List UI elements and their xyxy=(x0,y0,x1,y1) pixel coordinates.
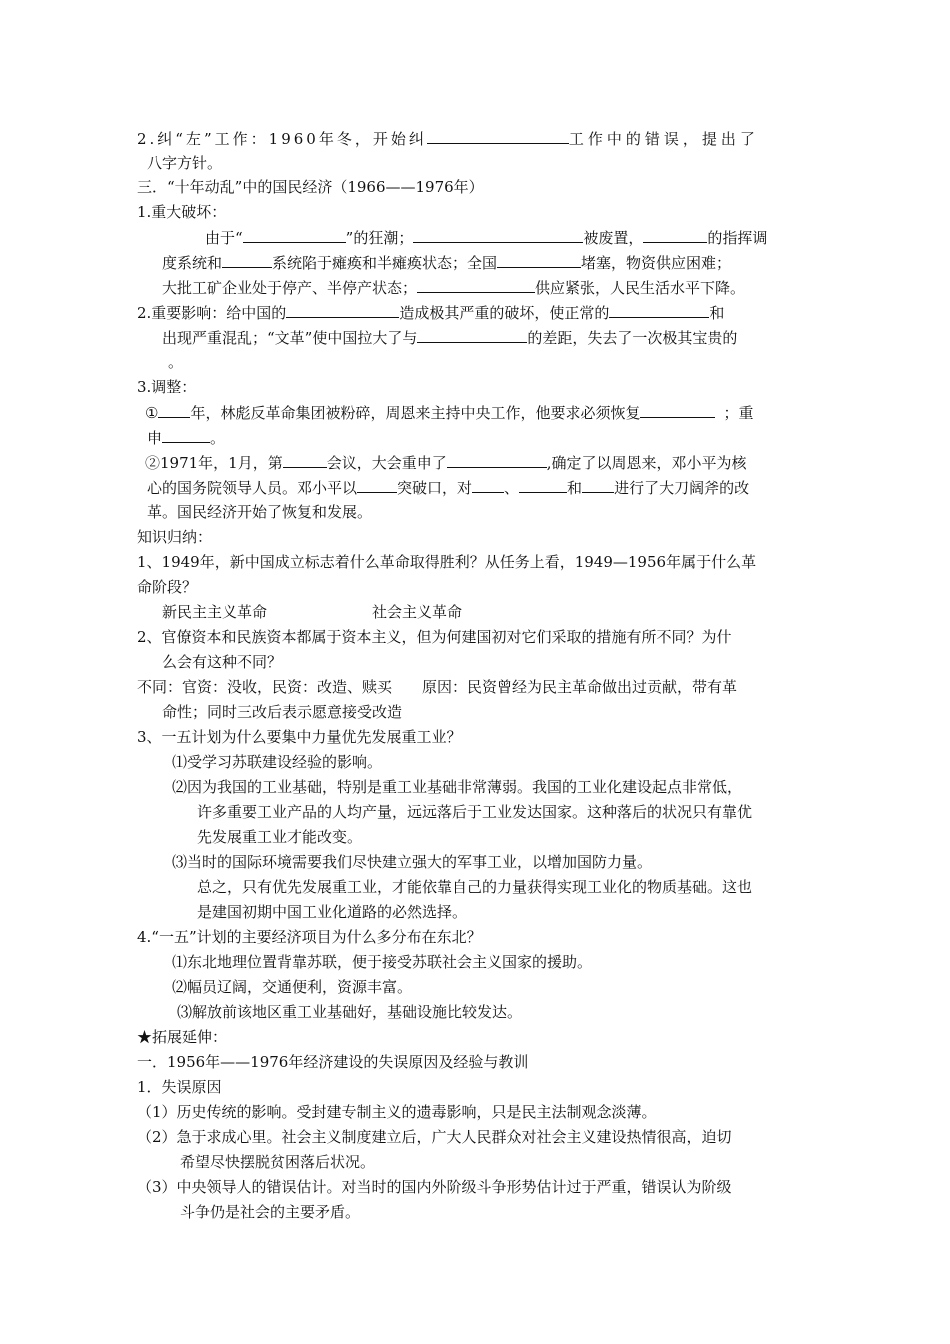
answer-3-summary-line-2: 是建国初期中国工业化道路的必然选择。 xyxy=(197,903,468,921)
answer-1a: 新民主主义革命 xyxy=(162,603,268,621)
question-4: 4.“一五”计划的主要经济项目为什么多分布在东北？ xyxy=(137,928,482,946)
blank xyxy=(357,477,397,493)
impact-line-3: 。 xyxy=(168,353,184,371)
left-correction-line: 2.纠“左”工作：1960年冬，开始纠 工作中的错误，提出了 xyxy=(137,130,759,148)
answer-3-item-2-line-2: 许多重要工业产品的人均产量，远远落后于工业发达国家。这种落后的状况只有靠优 xyxy=(197,803,753,821)
impact-line-2: 出现严重混乱；“文革”使中国拉大了与 的差距，失去了一次极其宝贵的 xyxy=(162,329,738,347)
blank xyxy=(243,227,346,243)
blank xyxy=(222,252,272,268)
damage-line-2: 度系统和 系统陷于瘫痪和半瘫痪状态；全国 堵塞，物资供应困难； xyxy=(162,254,732,272)
answer-2-line-2: 命性；同时三改后表示愿意接受改造 xyxy=(162,703,403,721)
answer-1b: 社会主义革命 xyxy=(372,603,463,621)
adjustment-line-4: 心的国务院领导人员。邓小平以 突破口，对 、 和 进行了大刀阔斧的改 xyxy=(147,479,750,497)
answer-4-item-2: ⑵幅员辽阔，交通便利，资源丰富。 xyxy=(172,978,413,996)
answer-3-item-2-line-3: 先发展重工业才能改变。 xyxy=(197,828,363,846)
answer-2-line-1: 不同：官资：没收，民资：改造、赎买 原因：民资曾经为民主革命做出过贡献，带有革 xyxy=(137,678,738,696)
adjustment-heading: 3.调整： xyxy=(137,378,197,396)
blank xyxy=(162,427,210,443)
answer-3-item-3: ⑶当时的国际环境需要我们尽快建立强大的军事工业，以增加国防力量。 xyxy=(172,853,653,871)
blank xyxy=(582,477,614,493)
answer-3-summary-line-1: 总之，只有优先发展重工业，才能依靠自己的力量获得实现工业化的物质基础。这也 xyxy=(197,878,753,896)
answer-3-item-1: ⑴受学习苏联建设经验的影响。 xyxy=(172,753,383,771)
question-2-line-1: 2、官僚资本和民族资本都属于资本主义，但为何建国初对它们采取的措施有所不同？为什 xyxy=(137,628,732,646)
major-damage-heading: 1.重大破坏： xyxy=(137,203,227,221)
cause-3-line-2: 斗争仍是社会的主要矛盾。 xyxy=(180,1203,361,1221)
blank xyxy=(640,402,715,418)
blank xyxy=(417,327,527,343)
damage-line-1: 由于“ ”的狂潮； 被废置， 的指挥调 xyxy=(205,229,768,247)
adjustment-line-2: 申 。 xyxy=(147,429,226,447)
answer-4-item-1: ⑴东北地理位置背靠苏联，便于接受苏联社会主义国家的援助。 xyxy=(172,953,593,971)
mistake-causes-heading: 1．失误原因 xyxy=(137,1078,222,1096)
cause-1: （1）历史传统的影响。受封建专制主义的遗毒影响，只是民主法制观念淡薄。 xyxy=(137,1103,657,1121)
question-2-line-2: 么会有这种不同？ xyxy=(162,653,283,671)
section-3-title: 三．“十年动乱”中的国民经济（1966——1976年） xyxy=(137,178,484,196)
cause-2-line-1: （2）急于求成心里。社会主义制度建立后，广大人民群众对社会主义建设热情很高，迫切 xyxy=(137,1128,732,1146)
adjustment-line-5: 革。国民经济开始了恢复和发展。 xyxy=(147,503,373,521)
adjustment-line-1: ① 年，林彪反革命集团被粉碎，周恩来主持中央工作，他要求必须恢复 ；重 xyxy=(145,404,754,422)
blank xyxy=(283,452,327,468)
eight-char-policy-line: 八字方针。 xyxy=(147,154,223,172)
blank xyxy=(158,402,190,418)
extension-heading: ★拓展延伸： xyxy=(137,1028,228,1046)
blank xyxy=(472,477,504,493)
blank xyxy=(413,227,583,243)
blank xyxy=(286,302,399,318)
cause-2-line-2: 希望尽快摆脱贫困落后状况。 xyxy=(180,1153,376,1171)
damage-line-3: 大批工矿企业处于停产、半停产状态； 供应紧张，人民生活水平下降。 xyxy=(162,279,746,297)
cause-3-line-1: （3）中央领导人的错误估计。对当时的国内外阶级斗争形势估计过于严重，错误认为阶级 xyxy=(137,1178,732,1196)
answer-3-item-2-line-1: ⑵因为我国的工业基础，特别是重工业基础非常薄弱。我国的工业化建设起点非常低， xyxy=(172,778,743,796)
question-3: 3、一五计划为什么要集中力量优先发展重工业？ xyxy=(137,728,462,746)
question-1-line-2: 命阶段？ xyxy=(137,578,198,596)
blank xyxy=(519,477,567,493)
blank xyxy=(417,277,535,293)
knowledge-heading: 知识归纳： xyxy=(137,528,213,546)
question-1-line-1: 1、1949年，新中国成立标志着什么革命取得胜利？从任务上看，1949—1956年属于什么革 xyxy=(137,553,757,571)
extension-subheading: 一．1956年——1976年经济建设的失误原因及经验与教训 xyxy=(137,1053,529,1071)
blank xyxy=(609,302,709,318)
answer-4-item-3: ⑶解放前该地区重工业基础好，基础设施比较发达。 xyxy=(177,1003,523,1021)
blank xyxy=(447,452,547,468)
impact-line-1: 2.重要影响：给中国的 造成极其严重的破坏，使正常的 和 xyxy=(137,304,725,322)
adjustment-line-3: ②1971年，1月，第 会议，大会重申了 ,确定了以周恩来，邓小平为核 xyxy=(145,454,747,472)
blank xyxy=(497,252,581,268)
blank xyxy=(427,128,569,144)
blank xyxy=(643,227,707,243)
